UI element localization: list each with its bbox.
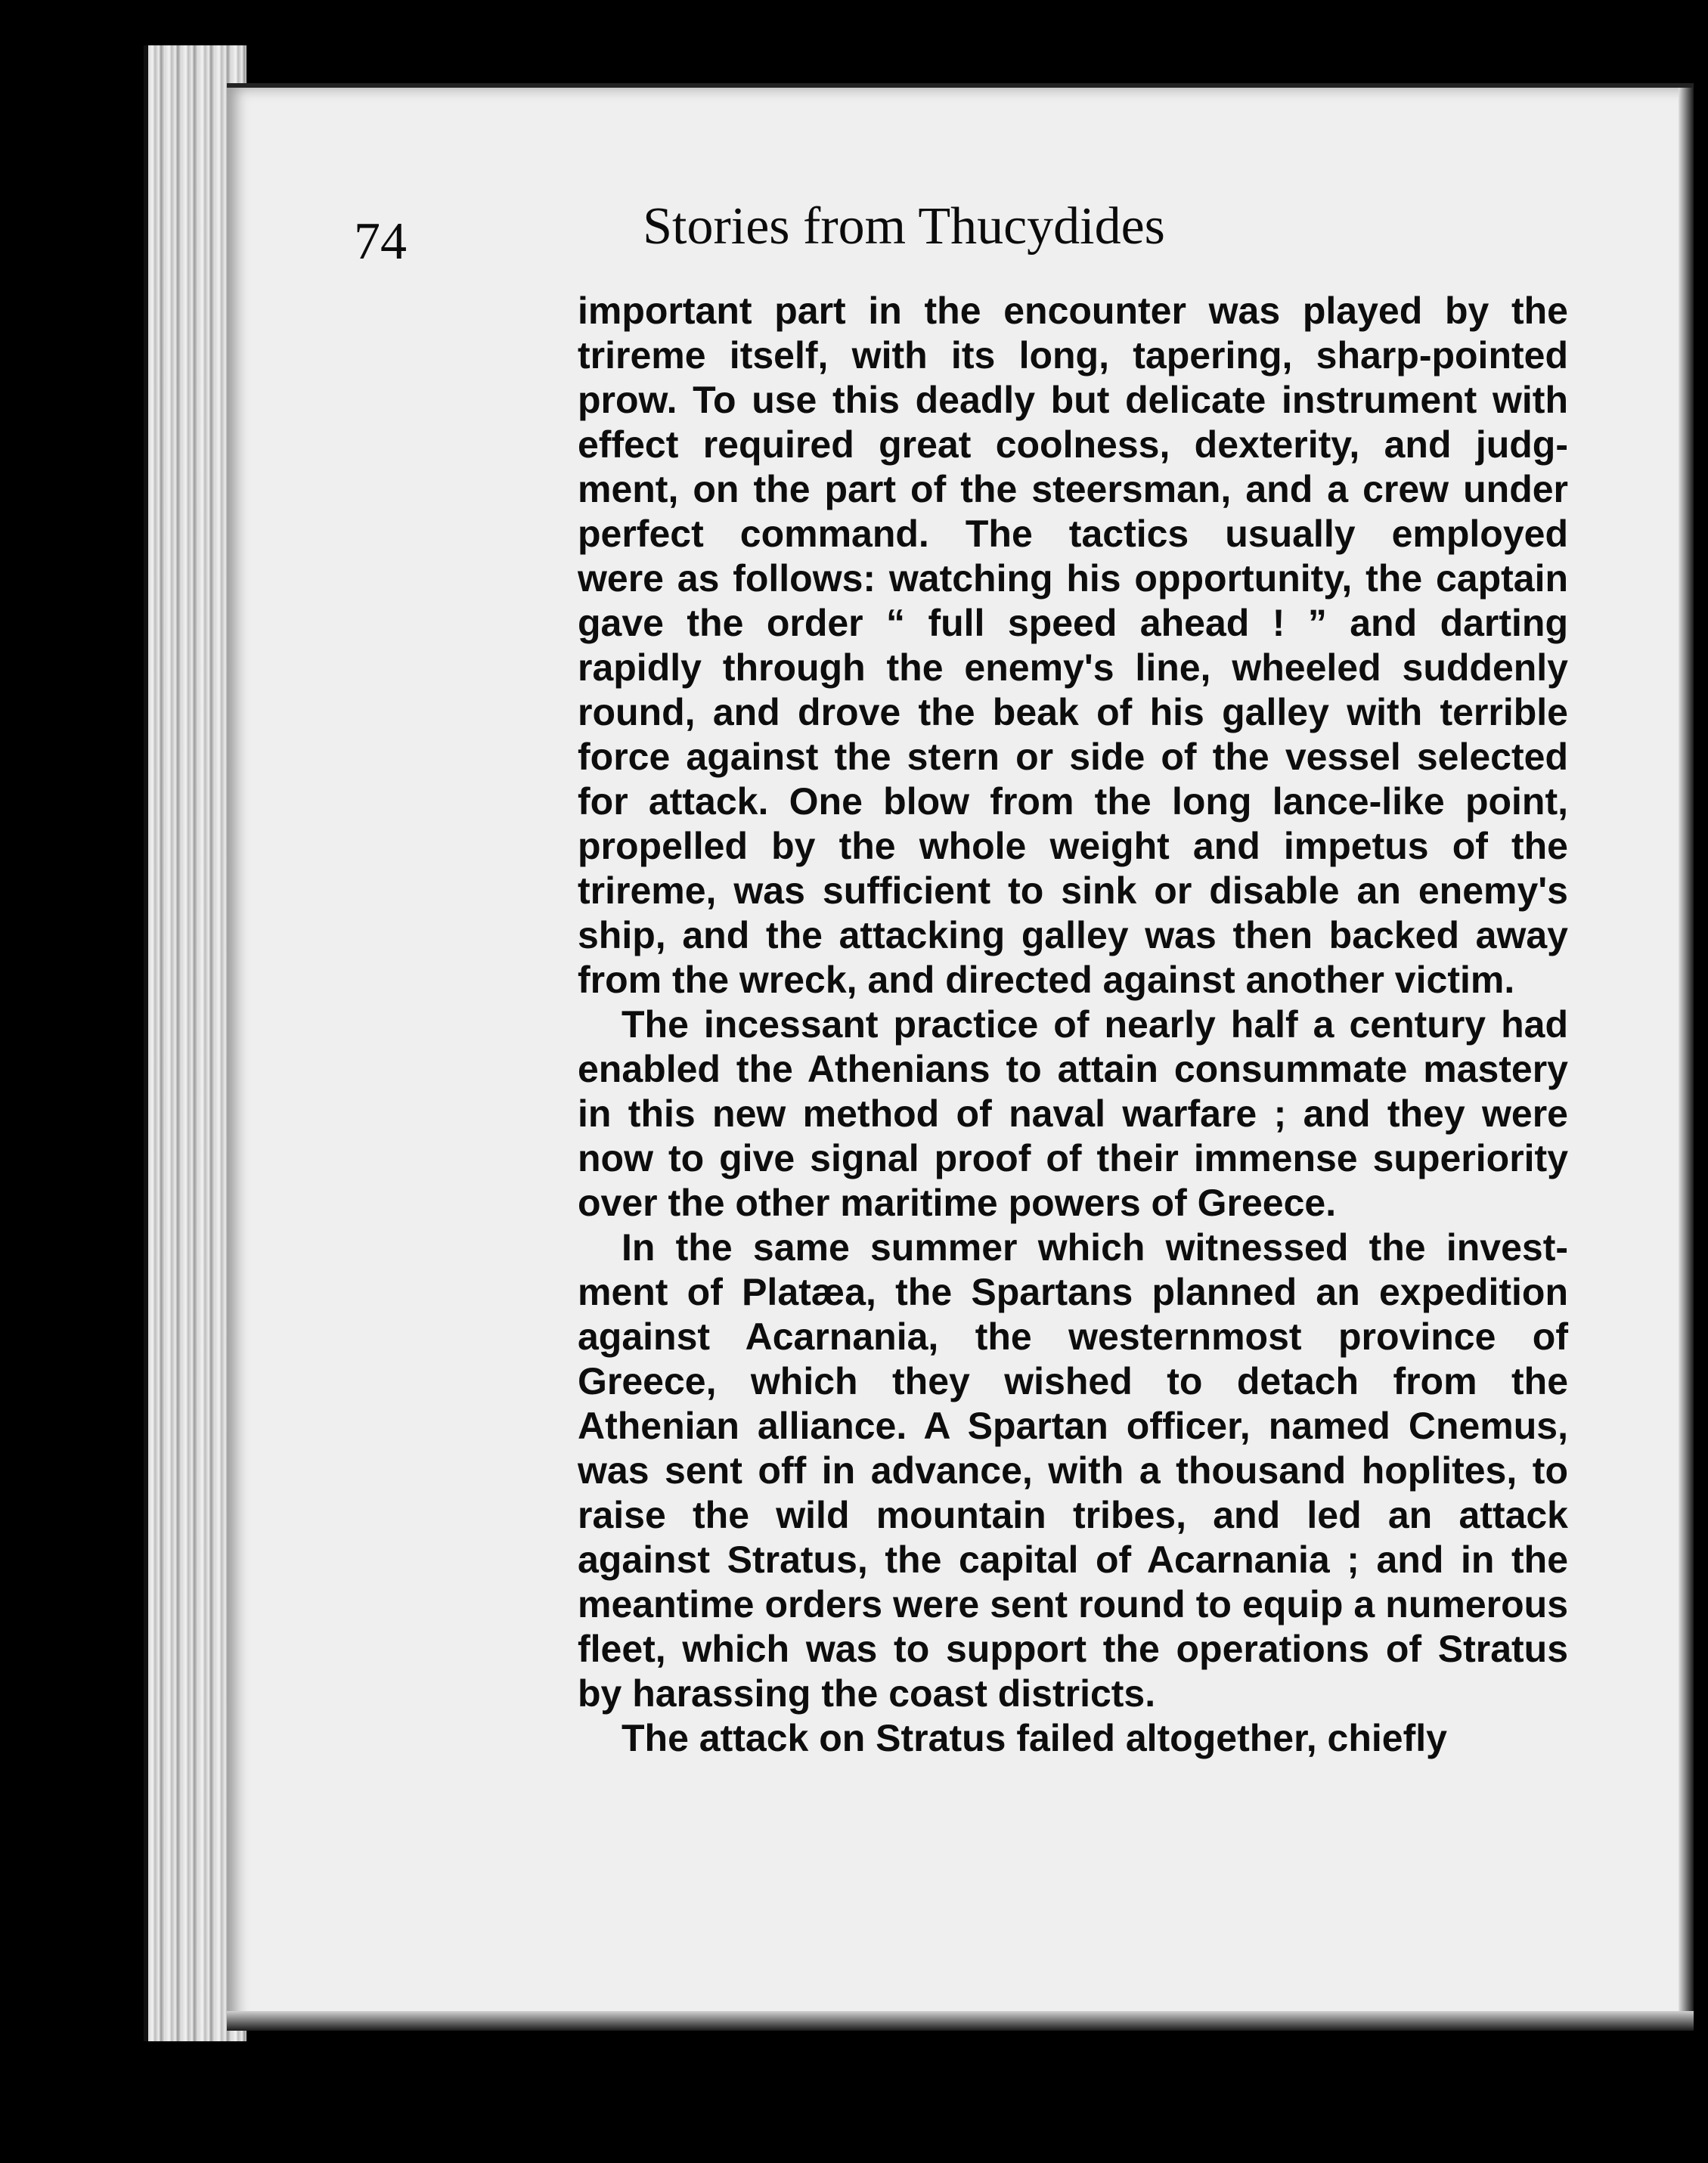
text-line: was sent off in advance, with a thousand hoplites, to [578,1449,1568,1492]
page-number: 74 [354,212,407,271]
text-line: effect required great coolness, dexterity, and judg- [578,423,1568,466]
text-line: meantime orders were sent round to equip a numerous [578,1583,1568,1625]
text-line: gave the order “ full speed ahead ! ” and darting [578,602,1568,644]
text-line: important part in the encounter was played by the [578,290,1568,332]
text-line: trireme itself, with its long, tapering, sharp-pointed [578,334,1568,377]
text-line: by harassing the coast districts. [578,1672,1156,1715]
text-line: prow. To use this deadly but delicate instrument with [578,379,1568,421]
text-line: from the wreck, and directed against another victim. [578,959,1515,1001]
text-line: ship, and the attacking galley was then backed away [578,914,1568,956]
paragraph [578,1716,1568,1761]
text-line: The attack on Stratus failed altogether, chiefly [622,1717,1447,1759]
text-line: Greece, which they wished to detach from the [578,1360,1568,1402]
text-line: against Stratus, the capital of Acarnania ; and in the [578,1539,1568,1581]
body-text [578,289,1568,1761]
text-line: were as follows: watching his opportunity, the captain [578,557,1568,600]
running-title: Stories from Thucydides [643,197,1165,256]
paragraph [578,1226,1568,1716]
text-line: in this new method of naval warfare ; and they were [578,1092,1568,1135]
text-line: ment, on the part of the steersman, and a crew under [578,468,1568,510]
text-line: enabled the Athenians to attain consummate mastery [578,1048,1568,1090]
paragraph [578,1002,1568,1226]
text-line: propelled by the whole weight and impetus of the [578,825,1568,867]
page-right-shadow [1679,88,1694,2031]
text-line: The incessant practice of nearly half a century had [622,1003,1568,1046]
paragraph [578,289,1568,1002]
text-line: now to give signal proof of their immense superiority [578,1137,1568,1179]
text-line: perfect command. The tactics usually employed [578,513,1568,555]
text-line: In the same summer which witnessed the invest- [622,1226,1568,1269]
text-line: fleet, which was to support the operations of Stratus [578,1628,1568,1670]
text-line: ment of Platæa, the Spartans planned an expedition [578,1271,1568,1313]
text-line: over the other maritime powers of Greece. [578,1182,1337,1224]
text-line: trireme, was sufficient to sink or disable an enemy's [578,869,1568,912]
text-line: rapidly through the enemy's line, wheeled suddenly [578,646,1568,689]
page-header [354,197,1409,272]
text-line: Athenian alliance. A Spartan officer, named Cnemus, [578,1405,1568,1447]
text-line: raise the wild mountain tribes, and led an attack [578,1494,1568,1536]
text-line: against Acarnania, the westernmost province of [578,1315,1568,1358]
text-line: round, and drove the beak of his galley with terrible [578,691,1568,733]
text-line: force against the stern or side of the vessel selected [578,736,1568,778]
text-line: for attack. One blow from the long lance-like point, [578,780,1568,823]
page-bottom-shadow [227,2011,1694,2031]
